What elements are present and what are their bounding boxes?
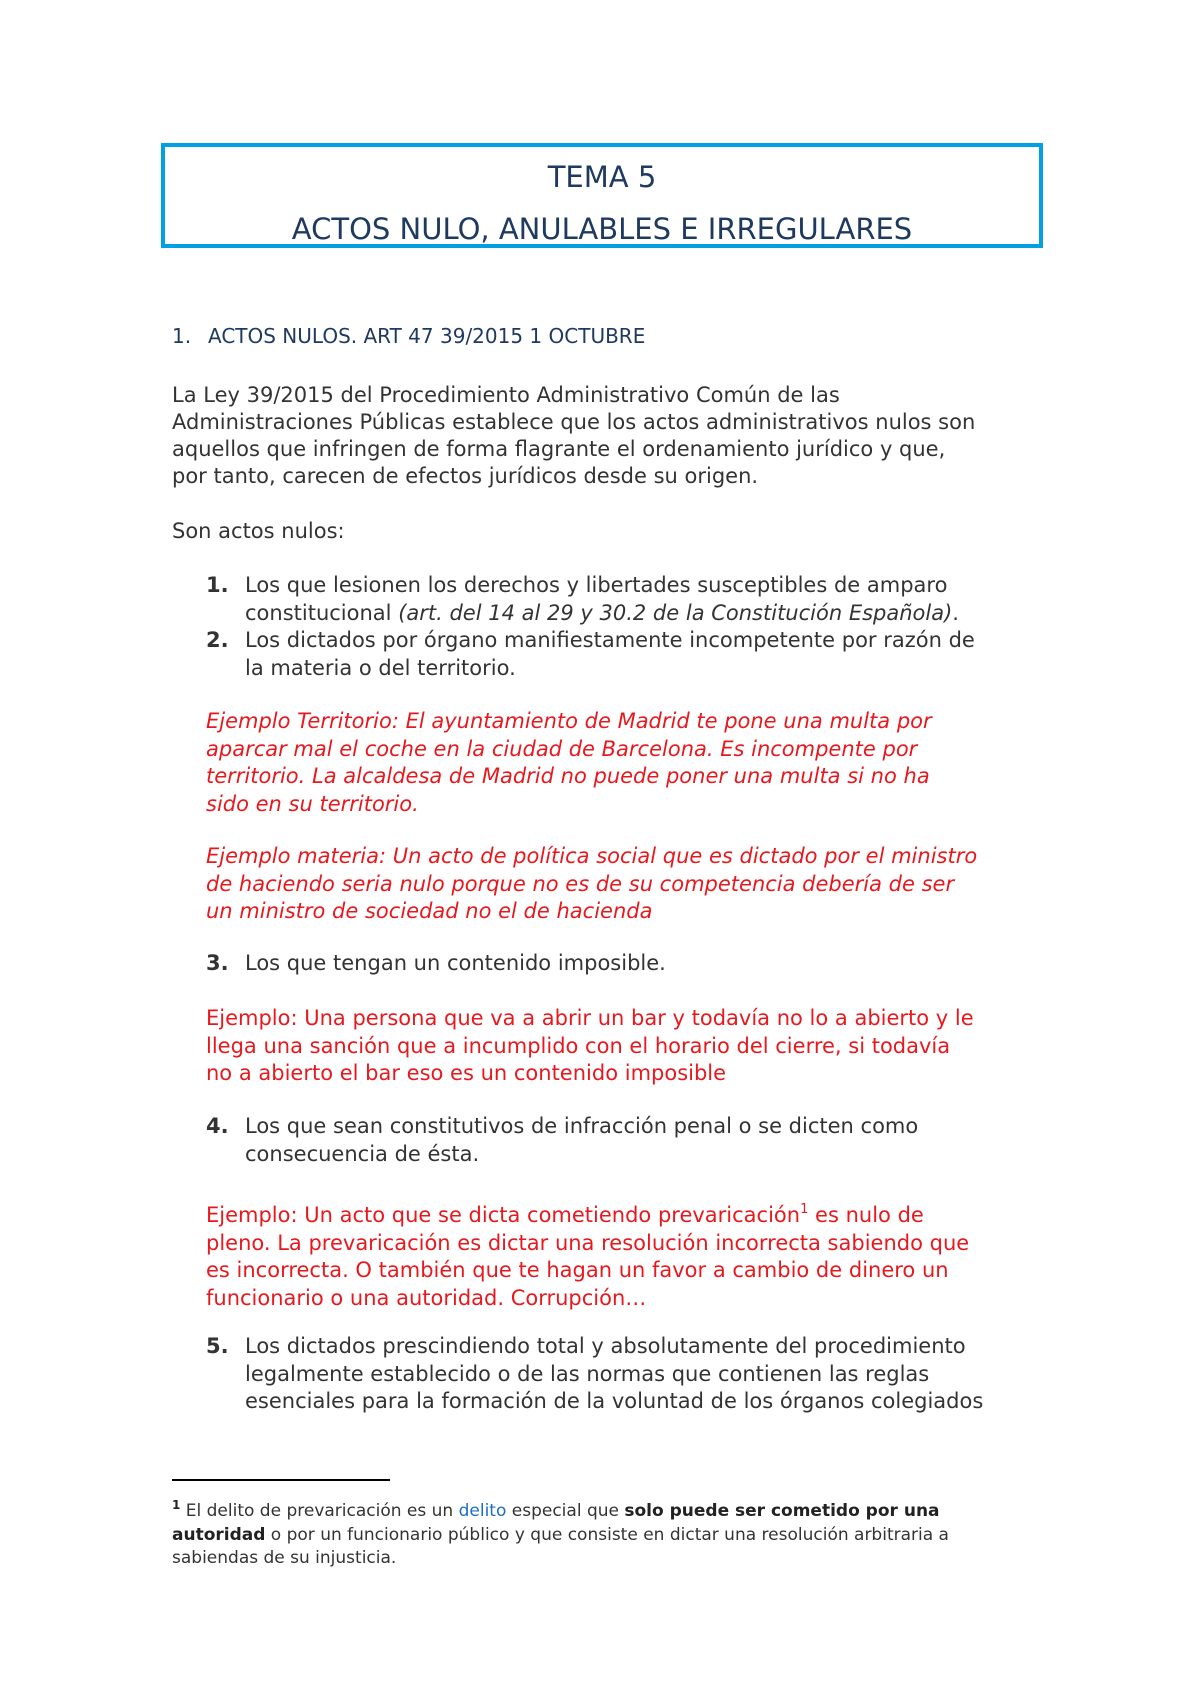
example-line: funcionario o una autoridad. Corrupción…: [206, 1285, 647, 1310]
item-number: 3.: [206, 951, 229, 975]
example-line: es incorrecta. O también que te hagan un favor a cambio de dinero un: [206, 1258, 949, 1282]
item-number: 4.: [206, 1114, 229, 1138]
example-territorio: [206, 708, 932, 818]
item-line: Los que sean constitutivos de infracción penal o se dicten como: [245, 1114, 919, 1138]
footnote-ref[interactable]: 1: [800, 1202, 809, 1217]
intro-paragraph: [172, 382, 1052, 490]
example-line: Ejemplo materia: Un acto de política social que es dictado por el ministro: [206, 844, 978, 868]
example-line: de haciendo seria nulo porque no es de su competencia debería de ser: [206, 871, 955, 896]
footnote-line: $^1$ El delito de prevaricación es un delito especial que solo puede ser cometido por una: [172, 1498, 940, 1521]
item-line: Los dictados prescindiendo total y absolutamente del procedimiento: [245, 1334, 966, 1358]
item-line: Los que tengan un contenido imposible.: [245, 951, 666, 975]
tema-subtitle: ACTOS NULO, ANULABLES E IRREGULARES: [291, 212, 913, 246]
example-line: sido en su territorio.: [206, 791, 419, 816]
item-line: la materia o del territorio.: [245, 655, 516, 680]
item-line: constitucional (art. del 14 al 29 y 30.2 de la Constitución Española).: [245, 600, 959, 625]
example-line: territorio. La alcaldesa de Madrid no puede poner una multa si no ha: [206, 764, 930, 788]
item-number: 1.: [206, 573, 229, 597]
item-line: esenciales para la formación de la voluntad de los órganos colegiados: [245, 1389, 984, 1413]
intro-line: aquellos que infringen de forma flagrante el ordenamiento jurídico y que,: [172, 437, 946, 461]
example-line: Ejemplo: Un acto que se dicta cometiendo prevaricación$^1$ es nulo de: [206, 1202, 924, 1227]
example-penal: [206, 1196, 969, 1312]
example-line: no a abierto el bar eso es un contenido imposible: [206, 1061, 727, 1085]
item-number: 2.: [206, 628, 229, 652]
footnote: [172, 1494, 949, 1571]
intro-line: por tanto, carecen de efectos jurídicos desde su origen.: [172, 464, 759, 488]
footnote-line: autoridad o por un funcionario público y que consiste en dictar una resolución arbitraria a: [172, 1524, 949, 1545]
tema-title: TEMA 5: [547, 160, 657, 194]
section-number: 1.: [172, 324, 192, 348]
example-materia: [206, 843, 977, 926]
section-heading: [172, 322, 645, 350]
intro-line: Administraciones Públicas establece que los actos administrativos nulos son: [172, 410, 976, 434]
item-line: Los dictados por órgano manifiestamente incompetente por razón de: [245, 628, 975, 652]
item-number: 5.: [206, 1334, 229, 1358]
item-line: Los que lesionen los derechos y libertades susceptibles de amparo: [245, 573, 948, 597]
example-imposible: [206, 1005, 974, 1088]
section-title: ACTOS NULOS. ART 47 39/2015 1 OCTUBRE: [208, 324, 646, 348]
footnote-line: sabiendas de su injusticia.: [172, 1548, 397, 1568]
son-label: Son actos nulos:: [172, 519, 345, 543]
item-line: legalmente establecido o de las normas que contienen las reglas: [245, 1361, 930, 1386]
footnote-mark: 1: [172, 1498, 181, 1512]
footnote-divider: [172, 1479, 390, 1481]
example-line: llega una sanción que a incumplido con el horario del cierre, si todavía: [206, 1033, 951, 1058]
example-line: aparcar mal el coche en la ciudad de Barcelona. Es incompente por: [206, 736, 918, 761]
example-line: Ejemplo Territorio: El ayuntamiento de Madrid te pone una multa por: [206, 709, 932, 733]
delito-link[interactable]: delito: [458, 1501, 507, 1521]
example-line: pleno. La prevaricación es dictar una resolución incorrecta sabiendo que: [206, 1230, 970, 1255]
intro-line: La Ley 39/2015 del Procedimiento Administrativo Común de las: [172, 383, 840, 407]
example-line: un ministro de sociedad no el de hacienda: [206, 899, 653, 923]
title-box: [161, 143, 1043, 248]
example-line: Ejemplo: Una persona que va a abrir un bar y todavía no lo a abierto y le: [206, 1006, 974, 1030]
item-line: consecuencia de ésta.: [245, 1141, 480, 1166]
constitution-ref: (art. del 14 al 29 y 30.2 de la Constitución Española): [398, 600, 953, 625]
